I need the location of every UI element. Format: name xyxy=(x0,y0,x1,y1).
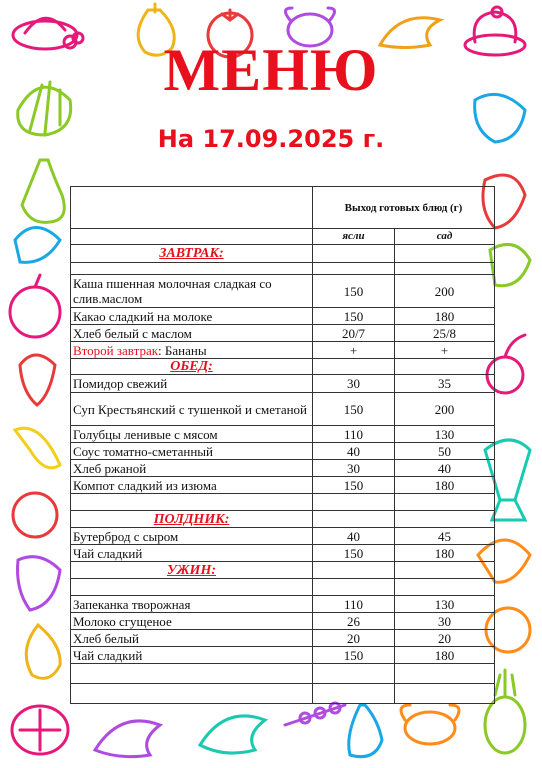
section-lunch xyxy=(71,359,495,375)
spacer-row xyxy=(71,664,495,684)
second-breakfast-label: Второй завтрак xyxy=(73,342,159,358)
apple-icon xyxy=(10,275,60,337)
table-row xyxy=(71,545,495,562)
sad-value: 200 xyxy=(395,275,495,308)
section-breakfast xyxy=(71,245,495,263)
sad-value: 30 xyxy=(395,613,495,630)
sad-value: 35 xyxy=(395,375,495,393)
yasli-value: 30 xyxy=(313,375,395,393)
table-row xyxy=(71,630,495,647)
dish-name: Соус томатно-сметанный xyxy=(71,443,313,460)
yasli-value: 150 xyxy=(313,477,395,494)
menu-table xyxy=(70,186,495,704)
spacer-row xyxy=(71,263,495,275)
table-row xyxy=(71,528,495,545)
yasli-value: 110 xyxy=(313,596,395,613)
pepper-icon xyxy=(18,557,61,610)
section-title: ЗАВТРАК: xyxy=(71,245,313,263)
sad-value: 130 xyxy=(395,426,495,443)
sad-value: 130 xyxy=(395,596,495,613)
second-breakfast-item: : Бананы xyxy=(158,342,207,358)
table-row xyxy=(71,647,495,664)
dish-name: Хлеб белый с маслом xyxy=(71,325,313,342)
section-dinner xyxy=(71,562,495,579)
section-title: УЖИН: xyxy=(71,562,313,579)
strawberry-icon xyxy=(20,355,55,405)
dish-name: Бутерброд с сыром xyxy=(71,528,313,545)
yasli-value: 40 xyxy=(313,443,395,460)
sad-value: 20 xyxy=(395,630,495,647)
kebab-icon xyxy=(285,703,345,725)
dish-name: Голубцы ленивые с мясом xyxy=(71,426,313,443)
yasli-value: 150 xyxy=(313,647,395,664)
pear-icon xyxy=(349,705,382,757)
table-row xyxy=(71,308,495,325)
spacer-row xyxy=(71,684,495,704)
dish-name: Запеканка творожная xyxy=(71,596,313,613)
sad-value: 25/8 xyxy=(395,325,495,342)
banana-icon xyxy=(15,428,60,468)
shrimp-icon xyxy=(95,721,160,757)
tomato-icon xyxy=(13,493,57,537)
table-row xyxy=(71,275,495,308)
spacer-row xyxy=(71,579,495,596)
yasli-value: 40 xyxy=(313,528,395,545)
output-header: Выход готовых блюд (г) xyxy=(313,187,495,229)
sad-value: 50 xyxy=(395,443,495,460)
shrimp-icon xyxy=(200,716,265,753)
dish-name xyxy=(71,342,313,359)
table-row xyxy=(71,613,495,630)
yasli-value: + xyxy=(313,342,395,359)
sad-value: 180 xyxy=(395,647,495,664)
table-row xyxy=(71,426,495,443)
col-sad: сад xyxy=(395,229,495,245)
sad-value: 180 xyxy=(395,477,495,494)
dish-name: Чай сладкий xyxy=(71,647,313,664)
yasli-value: 20/7 xyxy=(313,325,395,342)
table-row xyxy=(71,460,495,477)
yasli-value: 150 xyxy=(313,308,395,325)
sad-value: 200 xyxy=(395,393,495,426)
dish-name: Каша пшенная молочная сладкая со слив.маслом xyxy=(71,275,313,308)
dish-name: Какао сладкий на молоке xyxy=(71,308,313,325)
spacer-row xyxy=(71,494,495,511)
yasli-value: 150 xyxy=(313,545,395,562)
header-blank-cell xyxy=(71,187,313,229)
table-header-row xyxy=(71,187,495,229)
table-row xyxy=(71,393,495,426)
leaf-icon xyxy=(490,244,530,285)
dish-name: Молоко сгущеное xyxy=(71,613,313,630)
dish-name: Компот сладкий из изюма xyxy=(71,477,313,494)
yasli-value: 26 xyxy=(313,613,395,630)
sad-value: 45 xyxy=(395,528,495,545)
sad-value: + xyxy=(395,342,495,359)
lemon-icon xyxy=(12,706,68,754)
yasli-value: 150 xyxy=(313,275,395,308)
section-snack xyxy=(71,511,495,528)
garlic-icon xyxy=(26,625,60,678)
yasli-value: 30 xyxy=(313,460,395,477)
sad-value: 40 xyxy=(395,460,495,477)
table-row xyxy=(71,325,495,342)
subheader-blank-cell xyxy=(71,229,313,245)
section-title: ОБЕД: xyxy=(71,359,313,375)
yasli-value: 150 xyxy=(313,393,395,426)
dish-name: Помидор свежий xyxy=(71,375,313,393)
sad-value: 180 xyxy=(395,308,495,325)
section-title: ПОЛДНИК: xyxy=(71,511,313,528)
dish-name: Суп Крестьянский с тушенкой и сметаной xyxy=(71,393,313,426)
table-row xyxy=(71,443,495,460)
sad-value: 180 xyxy=(395,545,495,562)
col-yasli: ясли xyxy=(313,229,395,245)
table-row xyxy=(71,375,495,393)
page-title: МЕНЮ xyxy=(163,37,379,103)
menu-date: На 17.09.2025 г. xyxy=(157,125,385,153)
yasli-value: 20 xyxy=(313,630,395,647)
pear-icon xyxy=(22,160,64,222)
leaf-icon xyxy=(15,228,60,263)
dish-name: Чай сладкий xyxy=(71,545,313,562)
table-subheader-row xyxy=(71,229,495,245)
table-row xyxy=(71,477,495,494)
yasli-value: 110 xyxy=(313,426,395,443)
dish-name: Хлеб ржаной xyxy=(71,460,313,477)
table-row xyxy=(71,342,495,359)
crab-icon xyxy=(401,705,459,744)
table-row xyxy=(71,596,495,613)
dish-name: Хлеб белый xyxy=(71,630,313,647)
